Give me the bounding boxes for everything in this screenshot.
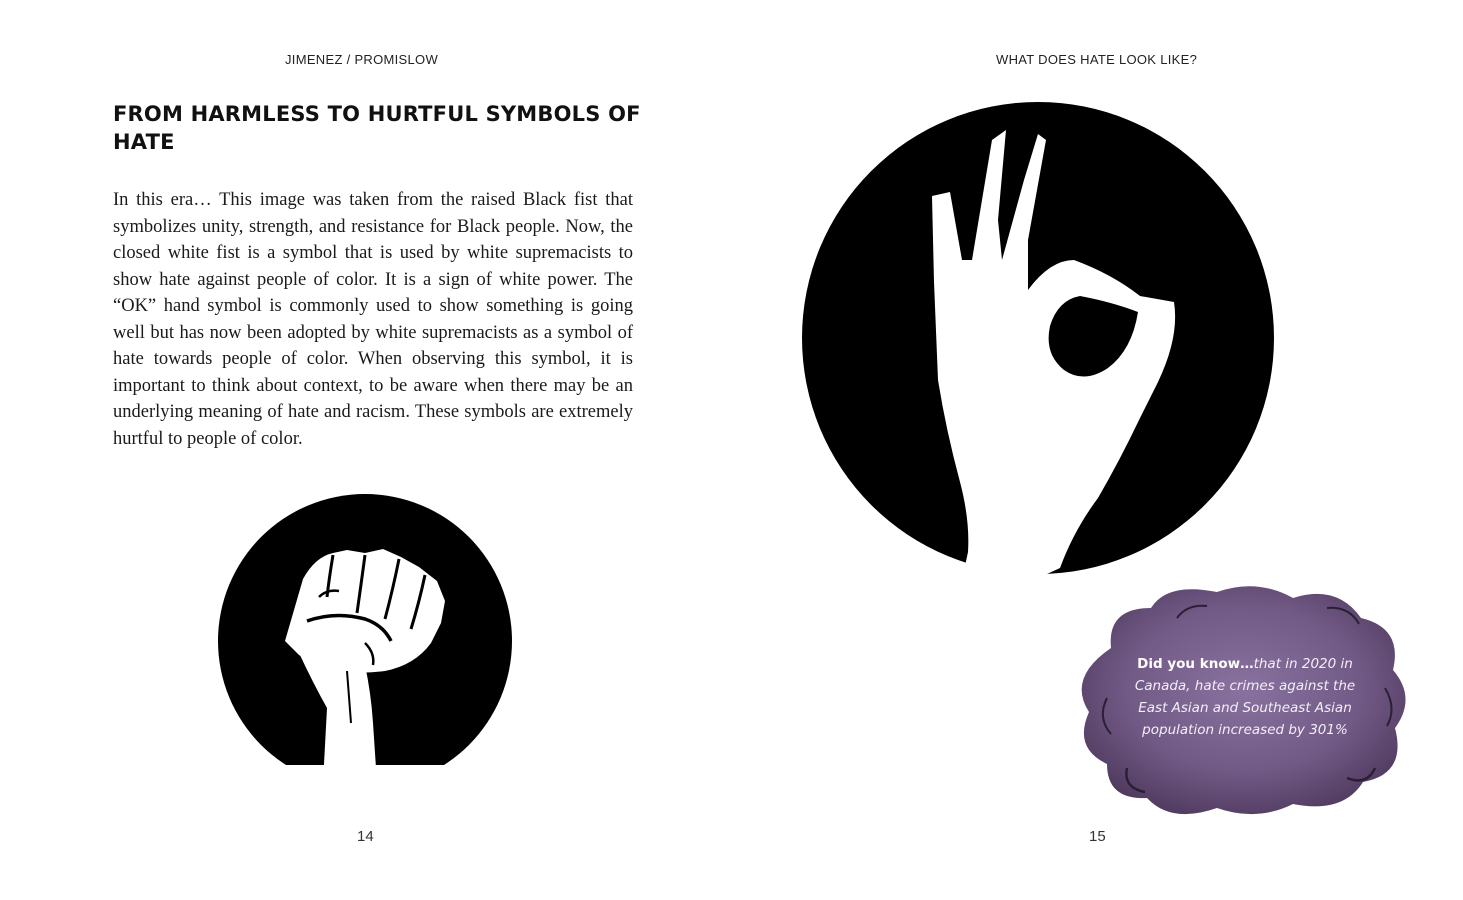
right-page (732, 0, 1463, 900)
running-head-left: JIMENEZ / PROMISLOW (285, 52, 439, 67)
callout-lead: Did you know… (1137, 656, 1254, 672)
raised-fist-icon (215, 493, 515, 783)
ok-hand-icon (802, 100, 1282, 580)
body-paragraph: In this era… This image was taken from the raised Black fist that symbolizes unity, strength, and resistance for Black people. Now, the closed white fist is a symbol that is used by white supremacists to show hate against people of color. It is a sign of white power. The “OK” hand symbol is commonly used to show something is going well but has now been adopted by white supremacists as a symbol of hate towards people of color. When observing this symbol, it is important to think about context, to be aware when there may be an underlying meaning of hate and racism. These symbols are extremely hurtful to people of color. (113, 190, 633, 449)
callout-body: that in 2020 in Canada, hate crimes against the East Asian and Southeast Asian population increased by 301% (1134, 656, 1356, 738)
page-number-left: 14 (357, 828, 374, 845)
callout-text (1129, 653, 1361, 741)
section-heading: FROM HARMLESS TO HURTFUL SYMBOLS OF HATE (113, 102, 641, 154)
page-number-right: 15 (1089, 828, 1106, 845)
did-you-know-callout (1067, 578, 1417, 818)
running-head-right: WHAT DOES HATE LOOK LIKE? (996, 52, 1198, 67)
left-page (0, 0, 731, 900)
